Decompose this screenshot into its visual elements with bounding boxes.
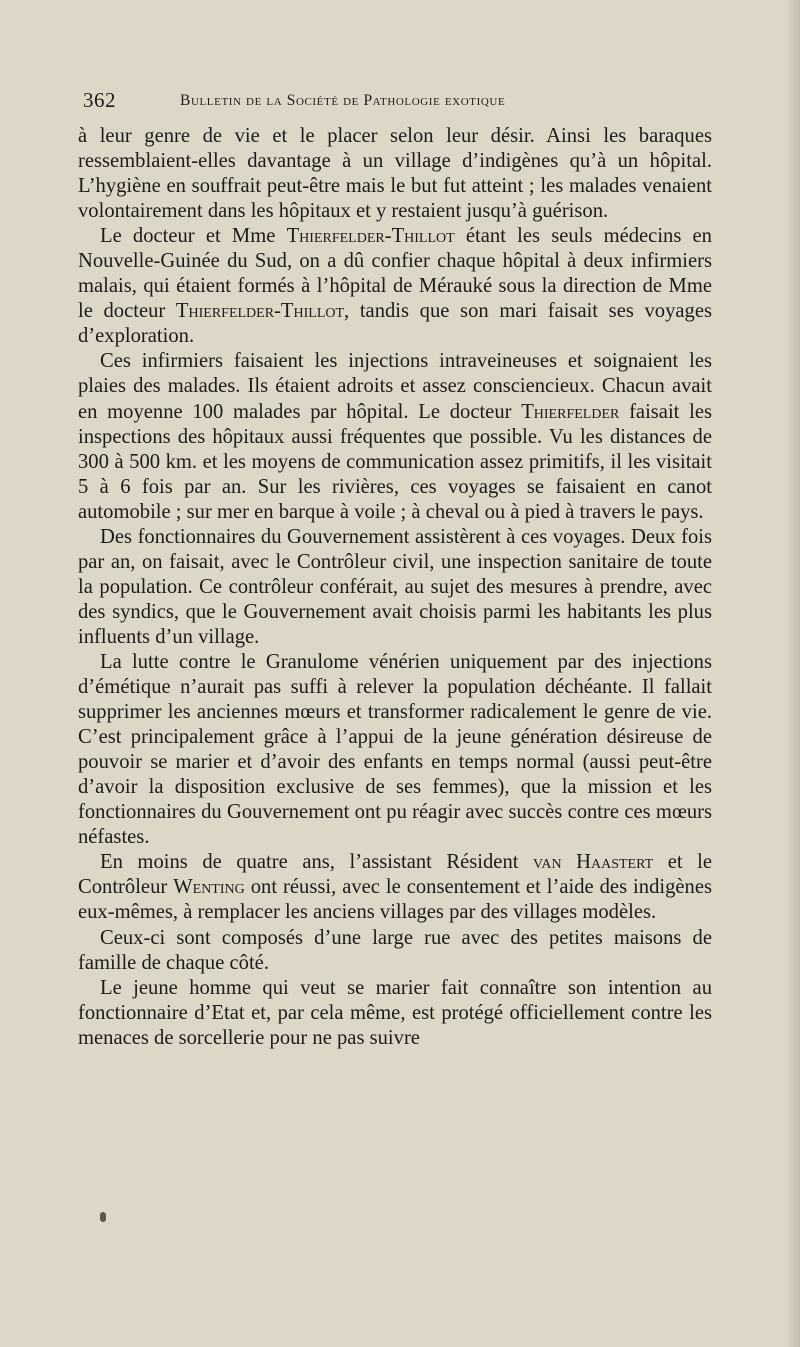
body-text — [78, 124, 712, 1051]
text-run: Le jeune homme qui veut se marier fait connaître son intention au fonctionnaire d’Etat et, par cela même, est protégé officiellement contre les menaces de sorcellerie pour ne pas suivre — [78, 976, 712, 1049]
person-name: Thierfelder-Thillot — [286, 225, 455, 248]
paragraph — [78, 850, 712, 925]
paragraph — [78, 124, 712, 224]
paragraph — [78, 525, 712, 650]
text-run: faisait les inspections des hôpitaux aussi fréquentes que possible. Vu les distances de 300 à 500 km. et les moyens de communication assez primitifs, il les visitait 5 à 6 fois par an. Sur les rivières, ces voyages se faisaient en canot automobile ; sur mer en barque à voile ; à cheval ou à pied à travers le pays. — [78, 400, 712, 523]
text-run: étant les seuls médecins en Nouvelle-Guinée du Sud, on a dû confier chaque hôpital à deux infirmiers malais, qui étaient formés à l’hôpital de Mérauké sous la direction de Mme le docteur — [78, 225, 712, 323]
text-run: Le docteur et Mme — [100, 225, 287, 248]
text-run: à leur genre de vie et le placer selon leur désir. Ainsi les baraques ressemblaient-elles davantage à un village d’indigènes qu’à un hôpital. L’hygiène en souffrait peut-être mais le but fut atteint ; les malades venaient volontairement dans les hôpitaux et y restaient jusqu’à guérison. — [78, 125, 712, 223]
person-name: Wenting — [173, 876, 245, 899]
person-name: Thierfelder — [521, 400, 620, 423]
text-run: La lutte contre le Granulome vénérien uniquement par des injections d’émétique n’aurait pas suffi à relever la population déchéante. Il fallait supprimer les anciennes mœurs et transformer radicalement le genre de vie. C’est principalement grâce à l’appui de la jeune génération désireuse de pouvoir se marier et d’avoir des enfants en temps normal (aussi peut-être d’avoir la disposition exclusive de ses femmes), que la mission et les fonctionnaires du Gouvernement ont pu réagir avec succès contre ces mœurs néfastes. — [78, 650, 712, 849]
text-run: , tandis que son mari faisait ses voyages d’exploration. — [78, 300, 712, 348]
paragraph — [78, 976, 712, 1051]
paragraph — [78, 224, 712, 349]
paragraph — [78, 926, 712, 976]
text-run: En moins de quatre ans, l’assistant Résident — [100, 851, 534, 874]
running-title: Bulletin de la Société de Pathologie exotique — [180, 92, 506, 109]
page-number: 362 — [83, 88, 116, 112]
person-name: Thierfelder-Thillot — [175, 300, 345, 323]
ink-speck — [100, 1212, 106, 1222]
paragraph — [78, 349, 712, 524]
text-run: et le Contrôleur — [78, 851, 712, 899]
text-run: Des fonctionnaires du Gouvernement assistèrent à ces voyages. Deux fois par an, on faisait, avec le Contrôleur civil, une inspection sanitaire de toute la population. Ce contrôleur conférait, au sujet des mesures à prendre, avec des syndics, que le Gouvernement avait choisis parmi les habitants les plus influents d’un village. — [78, 525, 712, 648]
person-name: van Haastert — [533, 851, 654, 874]
text-run: Ceux-ci sont composés d’une large rue avec des petites maisons de famille de chaque côté. — [78, 926, 712, 974]
paragraph — [78, 650, 712, 850]
text-run: ont réussi, avec le consentement et l’aide des indigènes eux-mêmes, à remplacer les anciens villages par des villages modèles. — [78, 876, 712, 924]
page-header — [83, 88, 713, 118]
text-run: Ces infirmiers faisaient les injections intraveineuses et soignaient les plaies des malades. Ils étaient adroits et assez consciencieux. Chacun avait en moyenne 100 malades par hôpital. Le docteur — [78, 350, 712, 423]
